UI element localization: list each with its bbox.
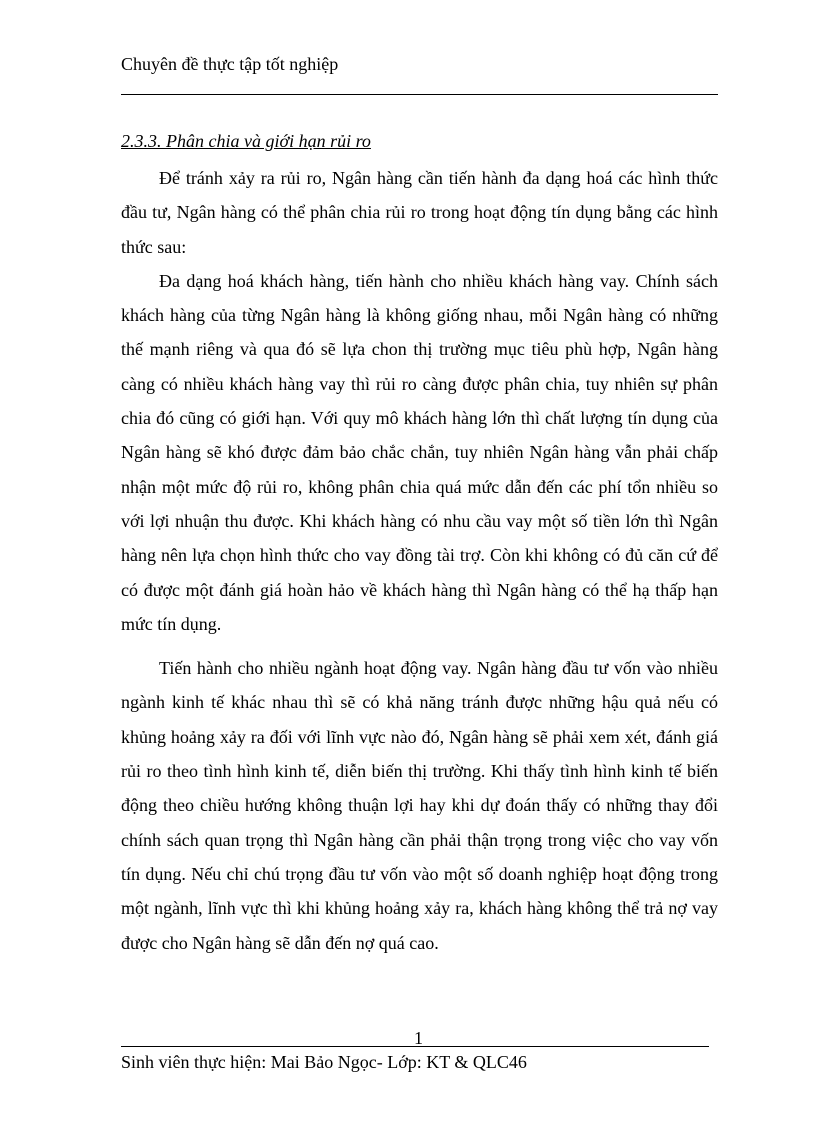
footer-divider [121,1046,709,1047]
header-divider [121,94,718,95]
document-body [121,161,718,960]
section-heading: 2.3.3. Phân chia và giới hạn rủi ro [121,131,371,151]
body-paragraph: Đa dạng hoá khách hàng, tiến hành cho nhiều khách hàng vay. Chính sách khách hàng của từng Ngân hàng là không giống nhau, mỗi Ngân hàng có những thế mạnh riêng và qua đó sẽ lựa chon thị trường mục tiêu phù hợp, Ngân hàng càng có nhiều khách hàng vay thì rủi ro càng được phân chia, tuy nhiên sự phân chia đó cũng có giới hạn. Với quy mô khách hàng lớn thì chất lượng tín dụng của Ngân hàng sẽ khó được đảm bảo chắc chắn, tuy nhiên Ngân hàng vẫn phải chấp nhận một mức độ rủi ro, không phân chia quá mức dẫn đến các phí tổn nhiều so với lợi nhuận thu được. Khi khách hàng có nhu cầu vay một số tiền lớn thì Ngân hàng nên lựa chọn hình thức cho vay đồng tài trợ. Còn khi không có đủ căn cứ để có được một đánh giá hoàn hảo về khách hàng thì Ngân hàng có thể hạ thấp hạn mức tín dụng. [121,270,718,634]
page-footer-text: Sinh viên thực hiện: Mai Bảo Ngọc- Lớp: KT & QLC46 [121,1052,527,1072]
body-paragraph: Để tránh xảy ra rủi ro, Ngân hàng cần tiến hành đa dạng hoá các hình thức đầu tư, Ngân hàng có thể phân chia rủi ro trong hoạt động tín dụng bằng các hình thức sau: [121,168,718,257]
page-header-title: Chuyên đề thực tập tốt nghiệp [121,54,339,74]
body-paragraph: Tiến hành cho nhiều ngành hoạt động vay. Ngân hàng đầu tư vốn vào nhiều ngành kinh tế khác nhau thì sẽ có khả năng tránh được những hậu quả nếu có khủng hoảng xảy ra đối với lĩnh vực nào đó, Ngân hàng sẽ phải xem xét, đánh giá rủi ro theo tình hình kinh tế, diễn biến thị trường. Khi thấy tình hình kinh tế biến động theo chiều hướng không thuận lợi hay khi dự đoán thấy có những thay đổi chính sách quan trọng thì Ngân hàng cần phải thận trọng trong việc cho vay vốn tín dụng. Nếu chỉ chú trọng đầu tư vốn vào một số doanh nghiệp hoạt động trong một ngành, lĩnh vực thì khi khủng hoảng xảy ra, khách hàng không thể trả nợ vay được cho Ngân hàng sẽ dẫn đến nợ quá cao. [121,658,718,953]
page-number: 1 [414,1028,423,1048]
